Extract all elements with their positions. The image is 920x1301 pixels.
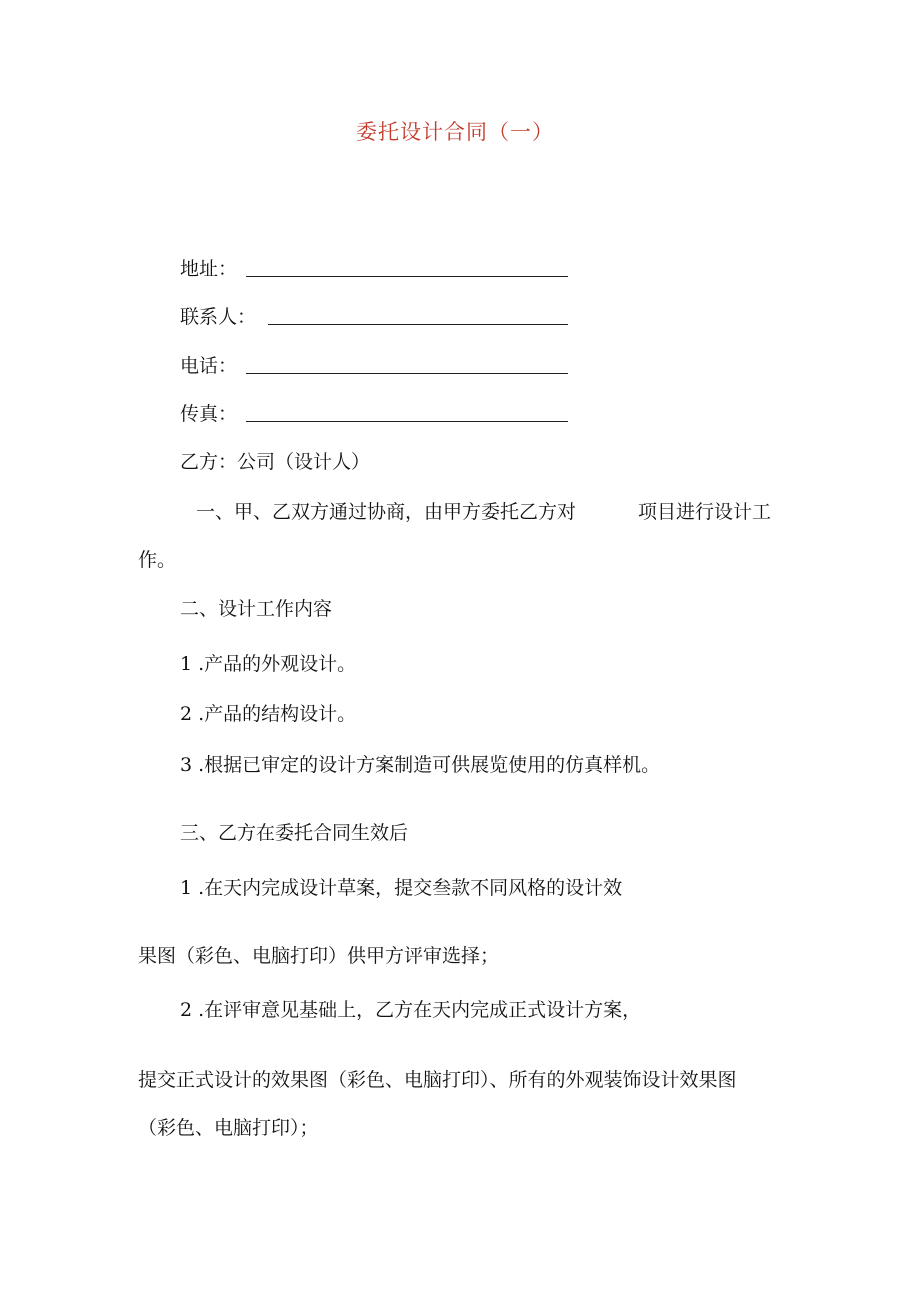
- document-title: 委托设计合同（一）: [356, 120, 554, 144]
- section2-item-1: 1 .产品的外观设计。: [180, 653, 357, 675]
- section3-heading: 三、乙方在委托合同生效后: [180, 822, 409, 844]
- field-contact-label: 联系人：: [180, 306, 257, 328]
- field-contact-blank[interactable]: [268, 324, 568, 325]
- field-phone-label: 电话：: [180, 355, 238, 377]
- section3-item-2-line-1: 2 .在评审意见基础上，乙方在天内完成正式设计方案，: [180, 999, 642, 1021]
- clause1-continuation: 作。: [138, 549, 177, 571]
- section3-item-1-line-1: 1 .在天内完成设计草案，提交叁款不同风格的设计效: [180, 877, 623, 899]
- section3-item-1-line-2: 果图（彩色、电脑打印）供甲方评审选择；: [138, 945, 500, 967]
- field-phone: [180, 353, 237, 379]
- clause1-text: 一、甲、乙双方通过协商，由甲方委托乙方对: [196, 501, 577, 523]
- field-phone-blank[interactable]: [246, 373, 568, 374]
- field-address: [180, 256, 237, 282]
- clause1-project-text: 项目进行设计工: [638, 501, 772, 523]
- section2-item-3: 3 .根据已审定的设计方案制造可供展览使用的仿真样机。: [180, 754, 661, 776]
- section2-heading: 二、设计工作内容: [180, 598, 333, 620]
- field-fax: [180, 401, 237, 427]
- field-address-blank[interactable]: [246, 276, 568, 277]
- field-fax-blank[interactable]: [246, 421, 568, 422]
- party-b-line: 乙方：公司（设计人）: [180, 451, 371, 473]
- field-fax-label: 传真：: [180, 403, 238, 425]
- field-address-label: 地址：: [180, 258, 238, 280]
- section2-item-2: 2 .产品的结构设计。: [180, 703, 357, 725]
- field-contact: [180, 304, 256, 330]
- section3-item-2-line-3: （彩色、电脑打印）；: [138, 1117, 319, 1139]
- section3-item-2-line-2: 提交正式设计的效果图（彩色、电脑打印）、所有的外观装饰设计效果图: [138, 1069, 737, 1091]
